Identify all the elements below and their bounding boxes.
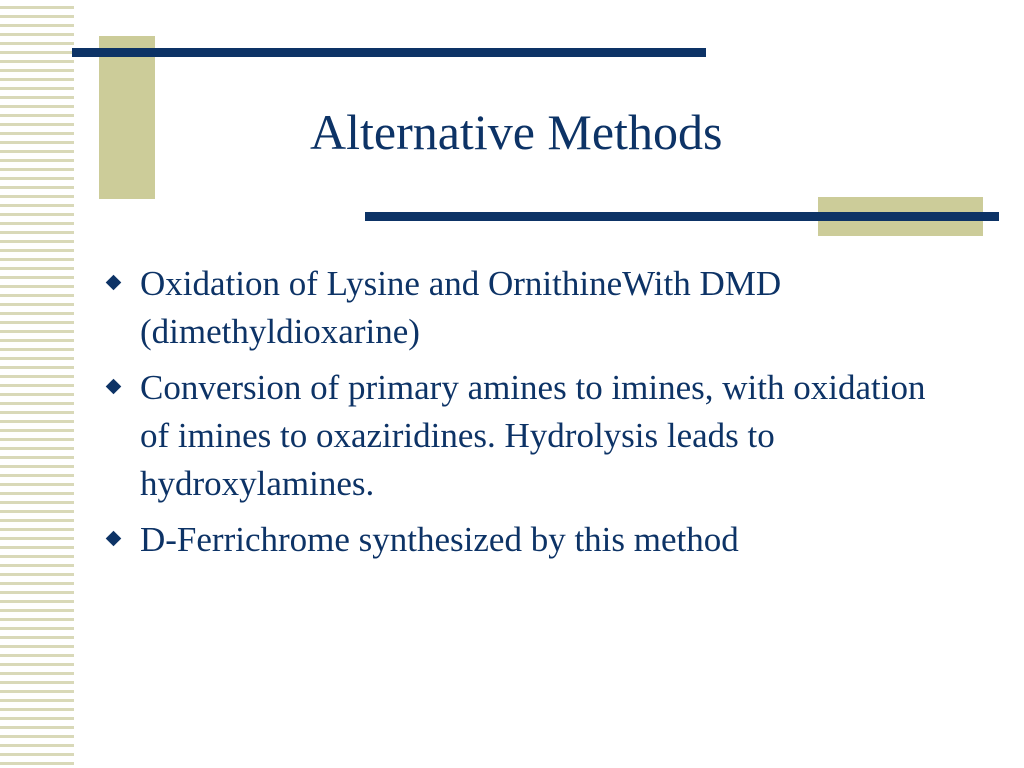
bullet-text: Oxidation of Lysine and OrnithineWith DMD (dimethyldioxarine) [140, 264, 782, 351]
diamond-bullet-icon [106, 531, 122, 547]
bullet-item [105, 260, 935, 356]
decorative-line-top [72, 48, 706, 57]
slide-title: Alternative Methods [310, 104, 723, 160]
decorative-block-top [99, 36, 155, 199]
bullet-item [105, 364, 935, 508]
decorative-stripes [0, 0, 74, 768]
diamond-bullet-icon [106, 379, 122, 395]
bullet-item [105, 516, 935, 564]
bullet-list [105, 260, 935, 572]
bullet-text: Conversion of primary amines to imines, with oxidation of imines to oxaziridines. Hydrolysis leads to hydroxylamines. [140, 368, 926, 503]
diamond-bullet-icon [106, 275, 122, 291]
bullet-text: D-Ferrichrome synthesized by this method [140, 520, 739, 559]
decorative-line-bottom [365, 212, 999, 221]
